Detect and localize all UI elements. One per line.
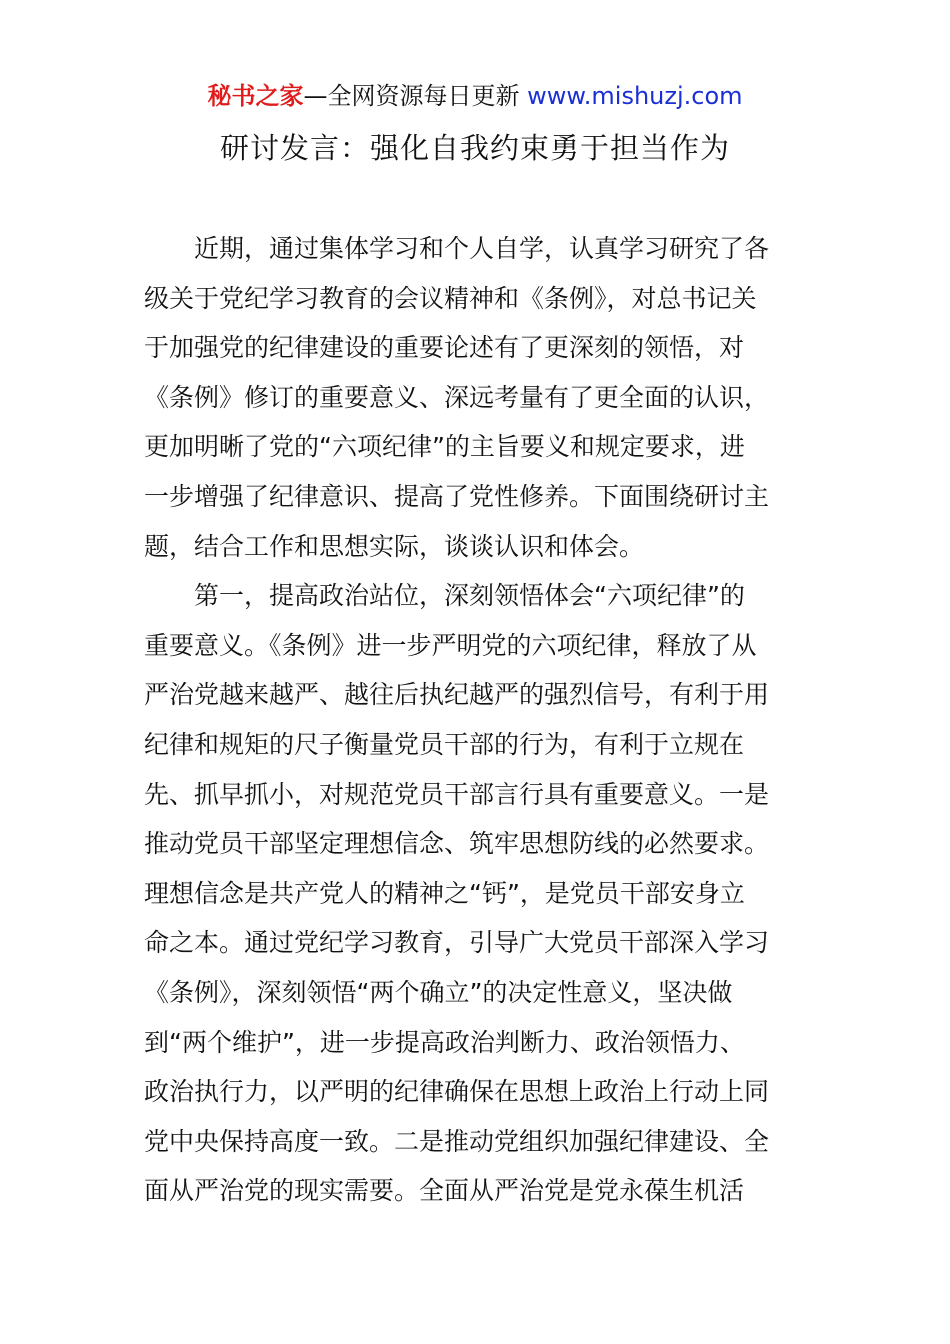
paragraph-line: 第一，提高政治站位，深刻领悟体会“六项纪律”的	[194, 581, 745, 611]
paragraph-line: 纪律和规矩的尺子衡量党员干部的行为，有利于立规在	[144, 729, 745, 759]
paragraph-line: 《条例》，深刻领悟“两个确立”的决定性意义，坚决做	[144, 977, 733, 1007]
paragraph-line: 更加明晰了党的“六项纪律”的主旨要义和规定要求，进	[144, 432, 745, 462]
paragraph-line: 于加强党的纪律建设的重要论述有了更深刻的领悟，对	[144, 333, 745, 363]
paragraph-line: 推动党员干部坚定理想信念、筑牢思想防线的必然要求。	[144, 829, 770, 859]
header-slogan: —全网资源每日更新	[303, 82, 528, 110]
paragraph-line: 近期，通过集体学习和个人自学，认真学习研究了各	[194, 234, 770, 263]
paragraph-line: 政治执行力，以严明的纪律确保在思想上政治上行动上同	[144, 1077, 770, 1107]
paragraph-line: 到“两个维护”，进一步提高政治判断力、政治领悟力、	[144, 1027, 745, 1057]
paragraph-line: 题，结合工作和思想实际，谈谈认识和体会。	[144, 531, 645, 561]
paragraph-line: 一步增强了纪律意识、提高了党性修养。下面围绕研讨主	[144, 481, 770, 511]
site-header	[0, 80, 950, 112]
brand-name: 秘书之家	[207, 82, 304, 110]
paragraph-line: 级关于党纪学习教育的会议精神和《条例》，对总书记关	[144, 283, 757, 313]
paragraph-line: 命之本。通过党纪学习教育，引导广大党员干部深入学习	[144, 928, 770, 958]
paragraph-line: 《条例》修订的重要意义、深远考量有了更全面的认识，	[144, 382, 770, 412]
paragraph-line: 党中央保持高度一致。二是推动党组织加强纪律建设、全	[144, 1126, 770, 1156]
document-title: 研讨发言：强化自我约束勇于担当作为	[219, 131, 730, 165]
paragraph-line: 重要意义。《条例》进一步严明党的六项纪律，释放了从	[144, 630, 757, 660]
document-body	[144, 224, 806, 1216]
paragraph-line: 理想信念是共产党人的精神之“钙”，是党员干部安身立	[144, 878, 745, 908]
paragraph-line: 面从严治党的现实需要。全面从严治党是党永葆生机活	[144, 1176, 745, 1206]
paragraph-line: 严治党越来越严、越往后执纪越严的强烈信号，有利于用	[144, 680, 770, 710]
site-url-link[interactable]: www.mishuzj.com	[527, 82, 743, 110]
paragraph-line: 先、抓早抓小，对规范党员干部言行具有重要意义。一是	[144, 779, 770, 809]
